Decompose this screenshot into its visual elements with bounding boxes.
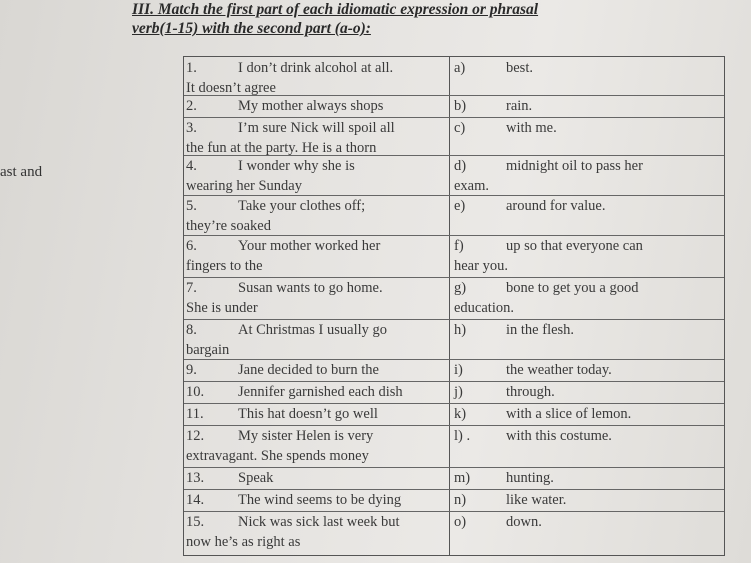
right-item-f [454, 236, 722, 276]
right-item-b [454, 96, 722, 116]
item-text-line-1: the weather today. [506, 362, 612, 378]
item-number: 3. [186, 120, 197, 136]
item-text-line-1: around for value. [506, 198, 606, 214]
item-number: 12. [186, 428, 205, 444]
item-text-line-1: up so that everyone can [506, 238, 643, 254]
left-item-5 [186, 196, 444, 236]
item-text-line-1: At Christmas I usually go [238, 322, 388, 338]
item-number: 13. [186, 470, 205, 486]
item-text-line-1: midnight oil to pass her [506, 158, 643, 174]
item-letter: f) [454, 238, 464, 254]
item-text-line-1: Jane decided to burn the [238, 362, 379, 378]
right-item-a [454, 58, 722, 78]
item-text-line-2: bargain [186, 342, 230, 358]
right-item-l [454, 426, 722, 446]
item-number: 7. [186, 280, 197, 296]
right-item-e [454, 196, 722, 216]
item-text-line-2: wearing her Sunday [186, 178, 302, 194]
item-number: 1. [186, 60, 197, 76]
left-item-14 [186, 490, 444, 510]
item-text-line-1: with this costume. [506, 428, 612, 444]
item-text-line-2: It doesn’t agree [186, 80, 276, 96]
heading-line-2: verb(1-15) with the second part (a-o): [132, 20, 371, 37]
item-text-line-2: hear you. [454, 258, 508, 274]
item-letter: m) [454, 470, 471, 486]
item-text-line-2: exam. [454, 178, 490, 194]
item-number: 4. [186, 158, 197, 174]
item-number: 8. [186, 322, 197, 338]
item-letter: g) [454, 280, 467, 296]
item-letter: d) [454, 158, 467, 174]
left-item-15 [186, 512, 444, 552]
heading-line-1: III. Match the first part of each idiomatic expression or phrasal [132, 1, 539, 18]
right-item-m [454, 468, 722, 488]
column-divider [449, 57, 450, 555]
left-item-11 [186, 404, 444, 424]
right-item-i [454, 360, 722, 380]
item-text-line-1: Jennifer garnished each dish [238, 384, 403, 400]
item-text-line-1: with a slice of lemon. [506, 406, 632, 422]
left-item-1 [186, 58, 444, 98]
left-item-12 [186, 426, 444, 466]
item-number: 2. [186, 98, 197, 114]
item-letter: o) [454, 514, 467, 530]
item-text-line-1: I wonder why she is [238, 158, 355, 174]
item-letter: l) . [454, 428, 471, 444]
left-item-6 [186, 236, 444, 276]
left-item-4 [186, 156, 444, 196]
item-letter: c) [454, 120, 466, 136]
right-item-n [454, 490, 722, 510]
left-item-10 [186, 382, 444, 402]
item-text-line-1: This hat doesn’t go well [238, 406, 378, 422]
item-text-line-1: with me. [506, 120, 557, 136]
item-text-line-1: rain. [506, 98, 533, 114]
item-text-line-1: Susan wants to go home. [238, 280, 383, 296]
item-text-line-1: I’m sure Nick will spoil all [238, 120, 395, 136]
left-item-13 [186, 468, 444, 488]
item-text-line-1: Your mother worked her [238, 238, 381, 254]
item-number: 11. [186, 406, 204, 422]
item-letter: n) [454, 492, 467, 508]
item-text-line-1: My mother always shops [238, 98, 384, 114]
right-item-h [454, 320, 722, 340]
item-letter: k) [454, 406, 467, 422]
item-text-line-1: My sister Helen is very [238, 428, 374, 444]
item-letter: h) [454, 322, 467, 338]
right-item-g [454, 278, 722, 318]
left-item-3 [186, 118, 444, 158]
item-letter: b) [454, 98, 467, 114]
item-text-line-1: Speak [238, 470, 274, 486]
item-number: 6. [186, 238, 197, 254]
item-text-line-1: like water. [506, 492, 567, 508]
item-text-line-2: extravagant. She spends money [186, 448, 369, 464]
item-letter: i) [454, 362, 463, 378]
left-item-8 [186, 320, 444, 360]
item-text-line-2: the fun at the party. He is a thorn [186, 140, 377, 156]
item-number: 9. [186, 362, 197, 378]
item-text-line-2: now he’s as right as [186, 534, 301, 550]
item-number: 14. [186, 492, 205, 508]
left-item-9 [186, 360, 444, 380]
item-text-line-1: I don’t drink alcohol at all. [238, 60, 394, 76]
item-letter: e) [454, 198, 466, 214]
item-text-line-1: best. [506, 60, 533, 76]
right-item-j [454, 382, 722, 402]
item-text-line-2: fingers to the [186, 258, 263, 274]
item-letter: j) [454, 384, 463, 400]
item-text-line-2: they’re soaked [186, 218, 271, 234]
margin-text-fragment: ast and [0, 164, 43, 180]
matching-table [183, 56, 725, 556]
item-text-line-1: hunting. [506, 470, 554, 486]
item-text-line-1: through. [506, 384, 555, 400]
item-text-line-1: in the flesh. [506, 322, 575, 338]
item-text-line-1: Take your clothes off; [238, 198, 366, 214]
item-text-line-1: down. [506, 514, 542, 530]
right-item-o [454, 512, 722, 532]
item-letter: a) [454, 60, 466, 76]
right-item-d [454, 156, 722, 196]
item-number: 15. [186, 514, 205, 530]
item-text-line-2: education. [454, 300, 514, 316]
item-text-line-1: Nick was sick last week but [238, 514, 400, 530]
right-item-c [454, 118, 722, 138]
left-item-7 [186, 278, 444, 318]
item-number: 5. [186, 198, 197, 214]
item-text-line-1: bone to get you a good [506, 280, 639, 296]
item-text-line-1: The wind seems to be dying [238, 492, 402, 508]
item-text-line-2: She is under [186, 300, 258, 316]
left-item-2 [186, 96, 444, 116]
right-item-k [454, 404, 722, 424]
exercise-heading [132, 0, 732, 38]
item-number: 10. [186, 384, 205, 400]
